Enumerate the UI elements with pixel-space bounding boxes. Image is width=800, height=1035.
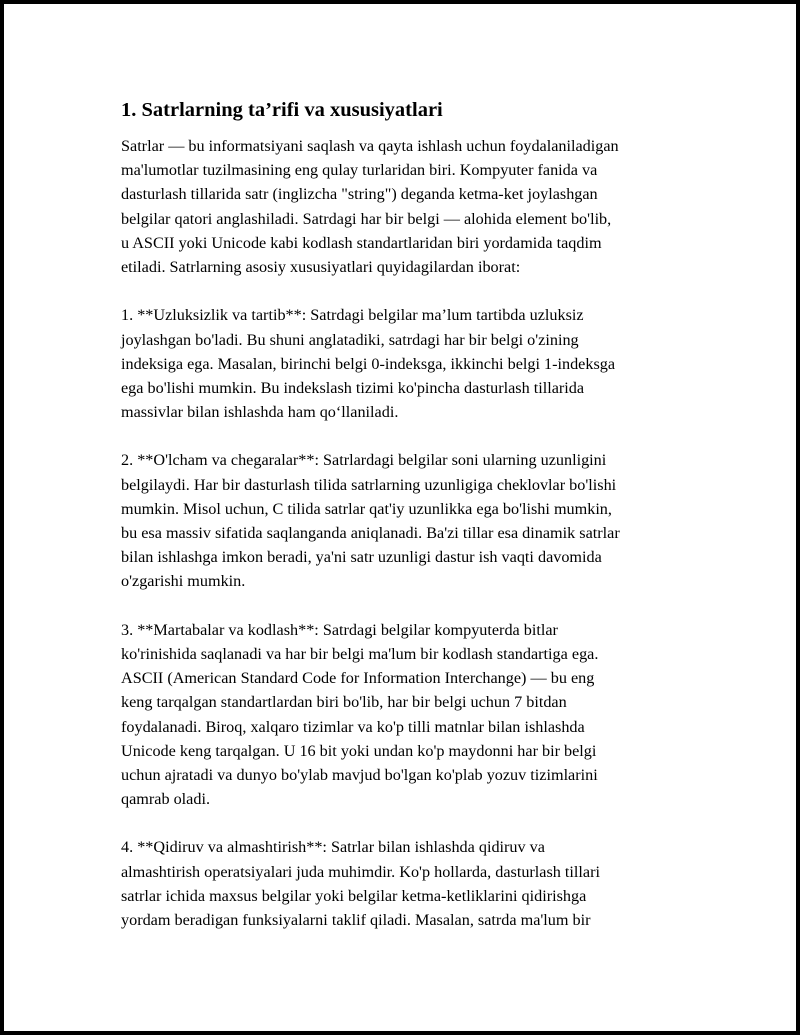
intro-paragraph: [121, 134, 699, 279]
text-line: uchun ajratadi va dunyo bo'ylab mavjud bo'lgan ko'plab yozuv tizimlarini: [121, 765, 598, 784]
text-line: ma'lumotlar tuzilmasining eng qulay turlaridan biri. Kompyuter fanida va: [121, 161, 598, 180]
text-line: o'zgarishi mumkin.: [121, 572, 246, 591]
text-line: massivlar bilan ishlashda ham qo‘llaniladi.: [121, 403, 399, 422]
text-line: ega bo'lishi mumkin. Bu indekslash tizimi ko'pincha dasturlash tillarida: [121, 378, 585, 397]
text-line: 4. **Qidiruv va almashtirish**: Satrlar bilan ishlashda qidiruv va: [121, 838, 545, 857]
text-line: satrlar ichida maxsus belgilar yoki belgilar ketma-ketliklarini qidirishga: [121, 886, 587, 905]
text-line: yordam beradigan funksiyalarni taklif qiladi. Masalan, satrda ma'lum bir: [121, 911, 591, 929]
text-line: belgilaydi. Har bir dasturlash tilida satrlarning uzunligiga cheklovlar bo'lishi: [121, 475, 617, 494]
text-line: bu esa massiv sifatida saqlanganda aniqlanadi. Ba'zi tillar esa dinamik satrlar: [121, 524, 620, 542]
text-line: Satrlar — bu informatsiyani saqlash va qayta ishlash uchun foydalaniladigan: [121, 137, 619, 155]
text-line: ko'rinishida saqlanadi va har bir belgi ma'lum bir kodlash standartiga ega.: [121, 644, 599, 663]
paragraph-spacer: [121, 811, 699, 835]
point-4-paragraph: [121, 835, 699, 932]
text-line: belgilar qatori anglashiladi. Satrdagi har bir belgi — alohida element bo'lib,: [121, 209, 612, 228]
paragraph-spacer: [121, 424, 699, 448]
point-1-paragraph: [121, 303, 699, 424]
text-line: u ASCII yoki Unicode kabi kodlash standartlaridan biri yordamida taqdim: [121, 233, 602, 252]
text-line: bilan ishlashga imkon beradi, ya'ni satr uzunligi dastur ish vaqti davomida: [121, 548, 602, 567]
text-line: ASCII (American Standard Code for Information Interchange) — bu eng: [121, 669, 595, 688]
text-line: indeksiga ega. Masalan, birinchi belgi 0-indeksga, ikkinchi belgi 1-indeksga: [121, 354, 616, 373]
paragraph-spacer: [121, 594, 699, 618]
point-3-paragraph: [121, 618, 699, 812]
section-heading: 1. Satrlarning ta’rifi va xususiyatlari: [121, 99, 443, 121]
text-line: qamrab oladi.: [121, 790, 210, 809]
text-line: 3. **Martabalar va kodlash**: Satrdagi belgilar kompyuterda bitlar: [121, 620, 558, 639]
text-line: joylashgan bo'ladi. Bu shuni anglatadiki, satrdagi har bir belgi o'zining: [121, 330, 579, 349]
text-line: foydalanadi. Biroq, xalqaro tizimlar va ko'p tilli matnlar bilan ishlashda: [121, 717, 585, 736]
text-line: mumkin. Misol uchun, C tilida satrlar qat'iy uzunlikka ega bo'lishi mumkin,: [121, 499, 612, 518]
point-2-paragraph: [121, 448, 699, 593]
text-line: etiladi. Satrlarning asosiy xususiyatlari quyidagilardan iborat:: [121, 257, 521, 276]
text-line: almashtirish operatsiyalari juda muhimdir. Ko'p hollarda, dasturlash tillari: [121, 862, 600, 881]
text-line: 1. **Uzluksizlik va tartib**: Satrdagi belgilar ma’lum tartibda uzluksiz: [121, 306, 584, 325]
document-body: [121, 96, 699, 932]
text-line: Unicode keng tarqalgan. U 16 bit yoki undan ko'p maydonni har bir belgi: [121, 741, 597, 760]
text-line: dasturlash tillarida satr (inglizcha "string") deganda ketma-ket joylashgan: [121, 185, 598, 204]
text-line: keng tarqalgan standartlardan biri bo'lib, har bir belgi uchun 7 bitdan: [121, 693, 567, 712]
text-line: 2. **O'lcham va chegaralar**: Satrlardagi belgilar soni ularning uzunligini: [121, 451, 607, 470]
paragraph-spacer: [121, 279, 699, 303]
